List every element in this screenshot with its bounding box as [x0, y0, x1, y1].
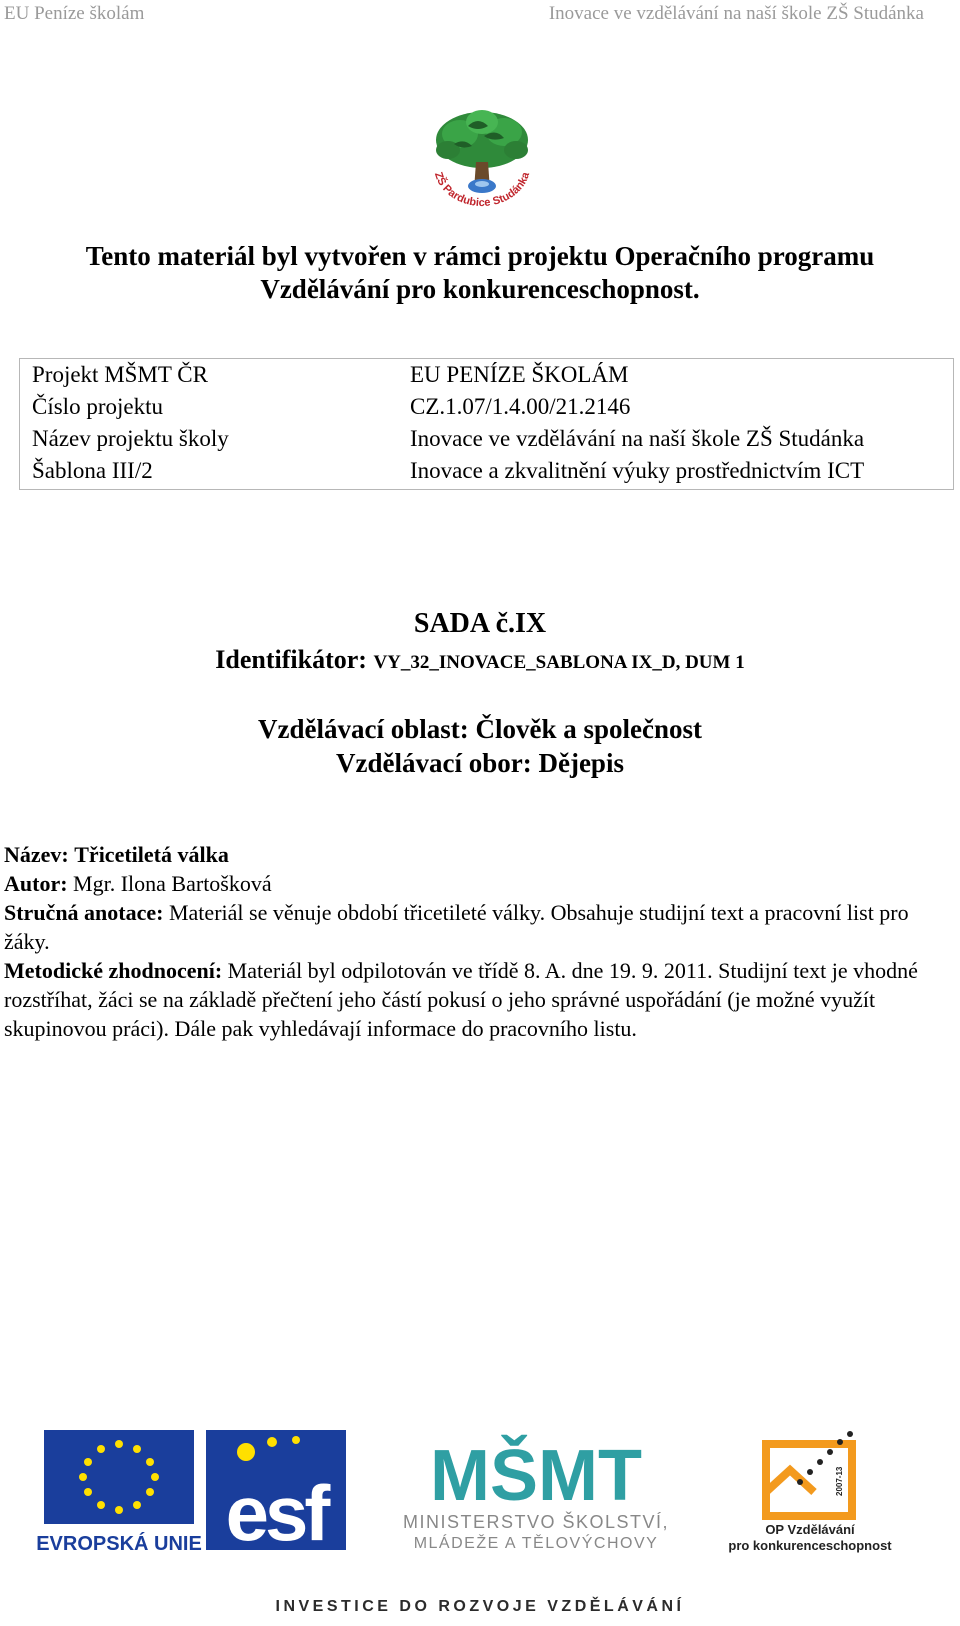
sada-title: SADA č.IX [413, 608, 547, 639]
meta-anotace-label: Stručná anotace: [4, 900, 164, 925]
meta-autor-value: Mgr. Ilona Bartošková [73, 871, 272, 896]
msmt-line-2: MLÁDEŽE A TĚLOVÝCHOVY [413, 1535, 659, 1552]
educational-area: Vzdělávací oblast: Člověk a společnost [258, 714, 702, 744]
intro [0, 240, 960, 306]
identifier [0, 643, 960, 680]
op-logo [728, 1431, 892, 1553]
meta-hodnoceni [4, 956, 944, 1043]
header-left: EU Peníze školám [4, 3, 145, 24]
eu-logo [36, 1430, 202, 1555]
esf-label: esf [225, 1469, 327, 1557]
eu-label: EVROPSKÁ UNIE [36, 1533, 202, 1555]
meta-autor [4, 869, 944, 898]
educational-field: Vzdělávací obor: Dějepis [336, 748, 624, 778]
esf-logo [206, 1430, 346, 1557]
info-value: Inovace a zkvalitnění výuky prostřednictvím ICT [410, 458, 865, 483]
meta-nazev-label: Název: [4, 842, 69, 867]
info-key: Číslo projektu [32, 394, 163, 419]
tree-crown [436, 110, 528, 168]
info-key: Název projektu školy [32, 426, 229, 451]
meta-hodnoceni-label: Metodické zhodnocení: [4, 958, 223, 983]
op-dots-icon [797, 1431, 853, 1485]
op-line-1: OP Vzdělávání [765, 1522, 855, 1537]
info-row [20, 359, 953, 391]
op-years: 2007-13 [835, 1466, 844, 1496]
school-logo-text: ZŠ Pardubice Studánka [431, 170, 533, 210]
meta-hodnoceni-value: Materiál byl odpilotován ve třídě 8. A. dne 19. 9. 2011. Studijní text je vhodné rozstříhat, žáci se na základě přečtení jeho částí pokusí o jeho správné uspořádání (je možné využít skupinovou práci). Dále pak vyhledávají informace do pracovního listu. [4, 958, 918, 1041]
intro-line-2: Vzdělávání pro konkurenceschopnost. [260, 274, 700, 304]
meta-nazev [4, 840, 944, 869]
intro-line-1: Tento materiál byl vytvořen v rámci projektu Operačního programu [85, 241, 875, 271]
info-value: Inovace ve vzdělávání na naší škole ZŠ Studánka [410, 426, 865, 451]
school-logo [424, 104, 540, 218]
meta-anotace-value: Materiál se věnuje období třicetileté války. Obsahuje studijní text a pracovní list pro žáky. [4, 900, 909, 954]
invest-slogan: INVESTICE DO ROZVOJE VZDĚLÁVÁNÍ [275, 1598, 685, 1615]
identifier-value: VY_32_INOVACE_SABLONA IX_D, DUM 1 [373, 652, 745, 673]
info-row [20, 455, 953, 487]
material-metadata [4, 840, 944, 1043]
msmt-logo [403, 1435, 669, 1552]
project-info-table [19, 358, 954, 490]
meta-nazev-value: Třicetiletá válka [74, 842, 229, 867]
info-row [20, 423, 953, 455]
op-line-2: pro konkurenceschopnost [728, 1538, 892, 1553]
header-right: Inovace ve vzdělávání na naší škole ZŠ Studánka [548, 3, 924, 24]
footer-logos [0, 1430, 960, 1620]
meta-anotace [4, 898, 944, 956]
msmt-monogram-icon: MŠMT [430, 1436, 642, 1516]
info-value: CZ.1.07/1.4.00/21.2146 [410, 394, 631, 419]
info-row [20, 391, 953, 423]
info-key: Projekt MŠMT ČR [32, 362, 208, 387]
meta-autor-label: Autor: [4, 871, 68, 896]
identifier-label: Identifikátor: [215, 645, 367, 674]
info-value: EU PENÍZE ŠKOLÁM [410, 362, 629, 387]
msmt-line-1: MINISTERSTVO ŠKOLSTVÍ, [402, 1512, 670, 1532]
info-key: Šablona III/2 [32, 458, 153, 483]
